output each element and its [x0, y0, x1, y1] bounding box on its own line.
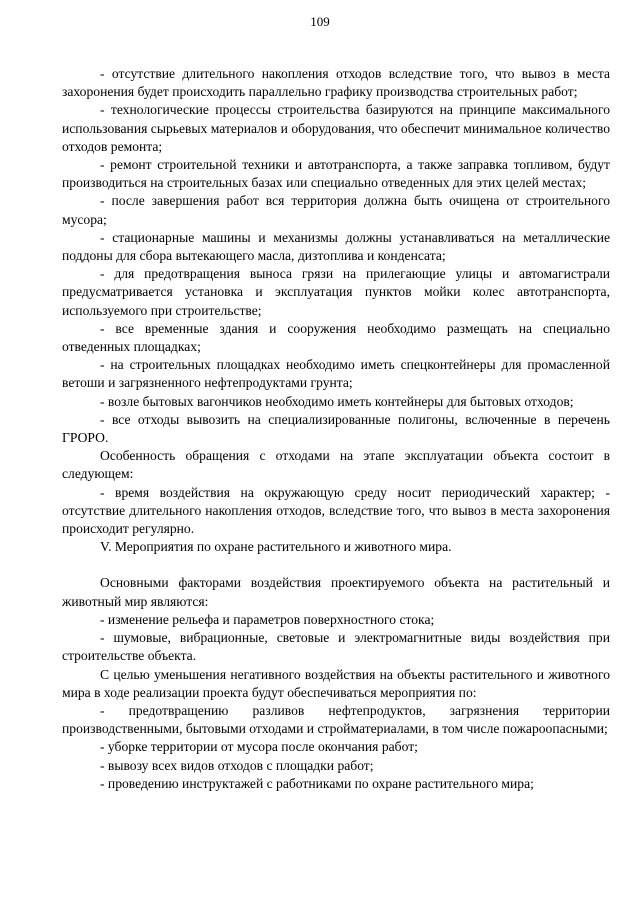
paragraph: - после завершения работ вся территория должна быть очищена от строительного мусора; [62, 193, 610, 227]
paragraph: - все временные здания и сооружения необходимо размещать на специально отведенных площадках; [62, 320, 610, 355]
paragraph: - возле бытовых вагончиков необходимо иметь контейнеры для бытовых отходов; [100, 393, 574, 409]
paragraph: - уборке территории от мусора после окончания работ; [100, 739, 418, 755]
paragraph: С целью уменьшения негативного воздействия на объекты растительного и животного мира в ходе реализации проекта будут обеспечиваться мероприятия по: [62, 666, 610, 700]
paragraph: - отсутствие длительного накопления отходов вследствие того, что вывоз в места захоронения будет происходить параллельно графику производства строительных работ; [62, 66, 610, 100]
paragraph: - для предотвращения выноса грязи на прилегающие улицы и автомагистрали предусматривается установка и эксплуатация пунктов мойки колес автотранспорта, используемого при строительстве; [62, 266, 610, 318]
paragraph: - проведению инструктажей с работниками по охране растительного мира; [100, 775, 534, 791]
section-heading: V. Мероприятия по охране растительного и животного мира. [100, 539, 452, 555]
paragraph: - стационарные машины и механизмы должны устанавливаться на металлические поддоны для сбора вытекающего масла, дизтоплива и конденсата; [62, 229, 610, 264]
spacer [62, 556, 610, 574]
paragraph: - все отходы вывозить на специализированные полигоны, вслюченные в перечень ГРОРО. [62, 411, 610, 446]
paragraph: - шумовые, вибрационные, световые и электромагнитные виды воздействия при строительстве объекта. [62, 630, 610, 664]
paragraph: - технологические процессы строительства базируются на принципе максимального использования сырьевых материалов и оборудования, что обеспечит минимальное количество отходов ремонта; [62, 102, 610, 154]
paragraph: - предотвращению разливов нефтепродуктов, загрязнения территории производственными, бытовыми отходами и стройматериалами, в том числе пожароопасными; [62, 702, 610, 737]
page-number: 109 [310, 14, 330, 29]
paragraph: Основными факторами воздействия проектируемого объекта на растительный и животный мир являются: [62, 575, 610, 609]
paragraph: - на строительных площадках необходимо иметь спецконтейнеры для промасленной ветоши и загрязненного нефтепродуктами грунта; [62, 357, 610, 391]
paragraph: - время воздействия на окружающую среду носит периодический характер; - отсутствие длительного накопления отходов, вследствие того, что вывоз в места захоронения происходит регулярно. [62, 484, 610, 537]
paragraph: Особенность обращения с отходами на этапе эксплуатации объекта состоит в следующем: [62, 448, 610, 482]
paragraph: - ремонт строительной техники и автотранспорта, а также заправка топливом, будут производиться на строительных базах или специально отведенных для этих целей местах; [62, 157, 610, 191]
document-body [62, 65, 610, 793]
paragraph: - вывозу всех видов отходов с площадки работ; [100, 757, 374, 773]
paragraph: - изменение рельефа и параметров поверхностного стока; [100, 611, 435, 627]
